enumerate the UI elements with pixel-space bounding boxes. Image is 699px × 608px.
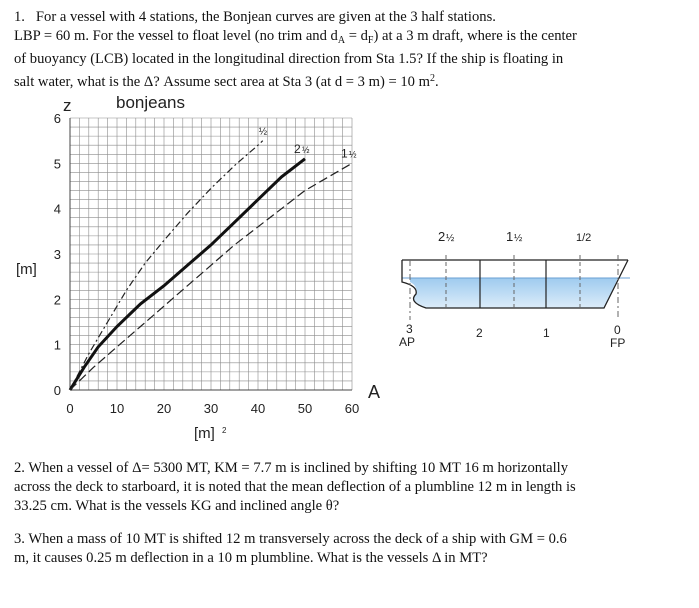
q3-line-2: m, it causes 0.25 m deflection in a 10 m plumbline. What is the vessels Δ in MT? [14, 550, 488, 566]
question-3 [14, 530, 686, 568]
q3-line-1: 3. When a mass of 10 MT is shifted 12 m transversely across the deck of a ship with GM = 0.6 [14, 531, 567, 547]
subscript-f: F [367, 35, 374, 46]
curve-label: ½ [258, 126, 268, 138]
ap-label: AP [399, 335, 416, 349]
y-axis-symbol: z [63, 96, 72, 115]
q1-text-2c: ) at a 3 m draft, where is the center [373, 28, 577, 44]
x-tick-label: 30 [203, 401, 219, 416]
half-glyph: ½ [446, 233, 455, 244]
x-tick-label: 20 [156, 401, 172, 416]
bonjean-curve-series-2 [70, 159, 305, 390]
question-2 [14, 459, 686, 516]
q1-text-4b: . [434, 74, 439, 90]
y-tick-label: 1 [53, 337, 61, 353]
q1-text-4a: salt water, what is the Δ? Assume sect area at Sta 3 (at d = 3 m) = 10 m [14, 74, 430, 90]
station-label-2: 2 [476, 326, 483, 340]
subscript-a: A [337, 35, 346, 46]
q2-line-3: 33.25 cm. What is the vessels KG and inclined angle θ? [14, 498, 340, 514]
q1-number: 1. [14, 9, 25, 25]
x-axis-symbol: A [368, 382, 381, 402]
q1-line-1 [14, 8, 686, 27]
y-axis-unit: [m] [16, 261, 37, 278]
x-tick-label: 50 [297, 401, 313, 416]
q1-text-2b: = d [345, 28, 368, 44]
q2-line-1: 2. When a vessel of Δ= 5300 MT, KM = 7.7 m is inclined by shifting 10 MT 16 m horizontally [14, 460, 569, 476]
chart-grid [70, 118, 352, 390]
curve-label: 1 [341, 146, 348, 161]
chart-curves [70, 127, 357, 390]
top-label-1-2: 1/2 [576, 232, 592, 244]
y-tick-label: 2 [53, 292, 61, 308]
station-label-3: 3 [406, 322, 413, 336]
fp-label: FP [610, 336, 626, 350]
superscript-2: 2 [429, 73, 435, 84]
station-label-1: 1 [543, 326, 550, 340]
bonjean-curve-series-1 [70, 141, 263, 390]
x-tick-label: 40 [250, 401, 266, 416]
half-glyph: ½ [514, 233, 523, 244]
hull-profile-diagram [388, 220, 648, 360]
q1-line-2 [14, 27, 686, 50]
x-tick-label: 0 [66, 401, 74, 416]
x-axis-unit-power: 2 [222, 426, 227, 435]
q1-text-2a: LBP = 60 m. For the vessel to float level (no trim and d [14, 28, 338, 44]
bonjean-chart [0, 90, 400, 450]
top-label-2-1-2: 2 [438, 229, 446, 244]
y-tick-label: 4 [53, 201, 61, 217]
q1-text-1: For a vessel with 4 stations, the Bonjean curves are given at the 3 half stations. [35, 9, 496, 25]
y-tick-label: 6 [53, 111, 61, 126]
y-tick-label: 3 [53, 247, 61, 262]
curve-label-fraction: ½ [349, 149, 357, 160]
station-label-0: 0 [614, 323, 621, 337]
x-axis-unit: [m] [194, 425, 215, 442]
x-tick-label: 10 [109, 401, 125, 416]
question-1 [14, 8, 686, 92]
x-tick-label: 60 [344, 401, 360, 416]
chart-title: bonjeans [116, 93, 186, 112]
curve-label-fraction: ½ [302, 144, 310, 155]
top-label-1-1-2: 1 [506, 229, 514, 244]
y-tick-label: 5 [53, 156, 61, 172]
q1-line-3: of buoyancy (LCB) located in the longitudinal direction from Sta 1.5? If the ship is floating in [14, 51, 564, 67]
chart-ticks [54, 111, 359, 416]
y-tick-label: 0 [53, 383, 61, 398]
curve-label: 2 [294, 141, 301, 156]
q1-line-4 [14, 69, 686, 92]
q2-line-2: across the deck to starboard, it is noted that the mean deflection of a plumbline 12 m in length is [14, 479, 576, 495]
